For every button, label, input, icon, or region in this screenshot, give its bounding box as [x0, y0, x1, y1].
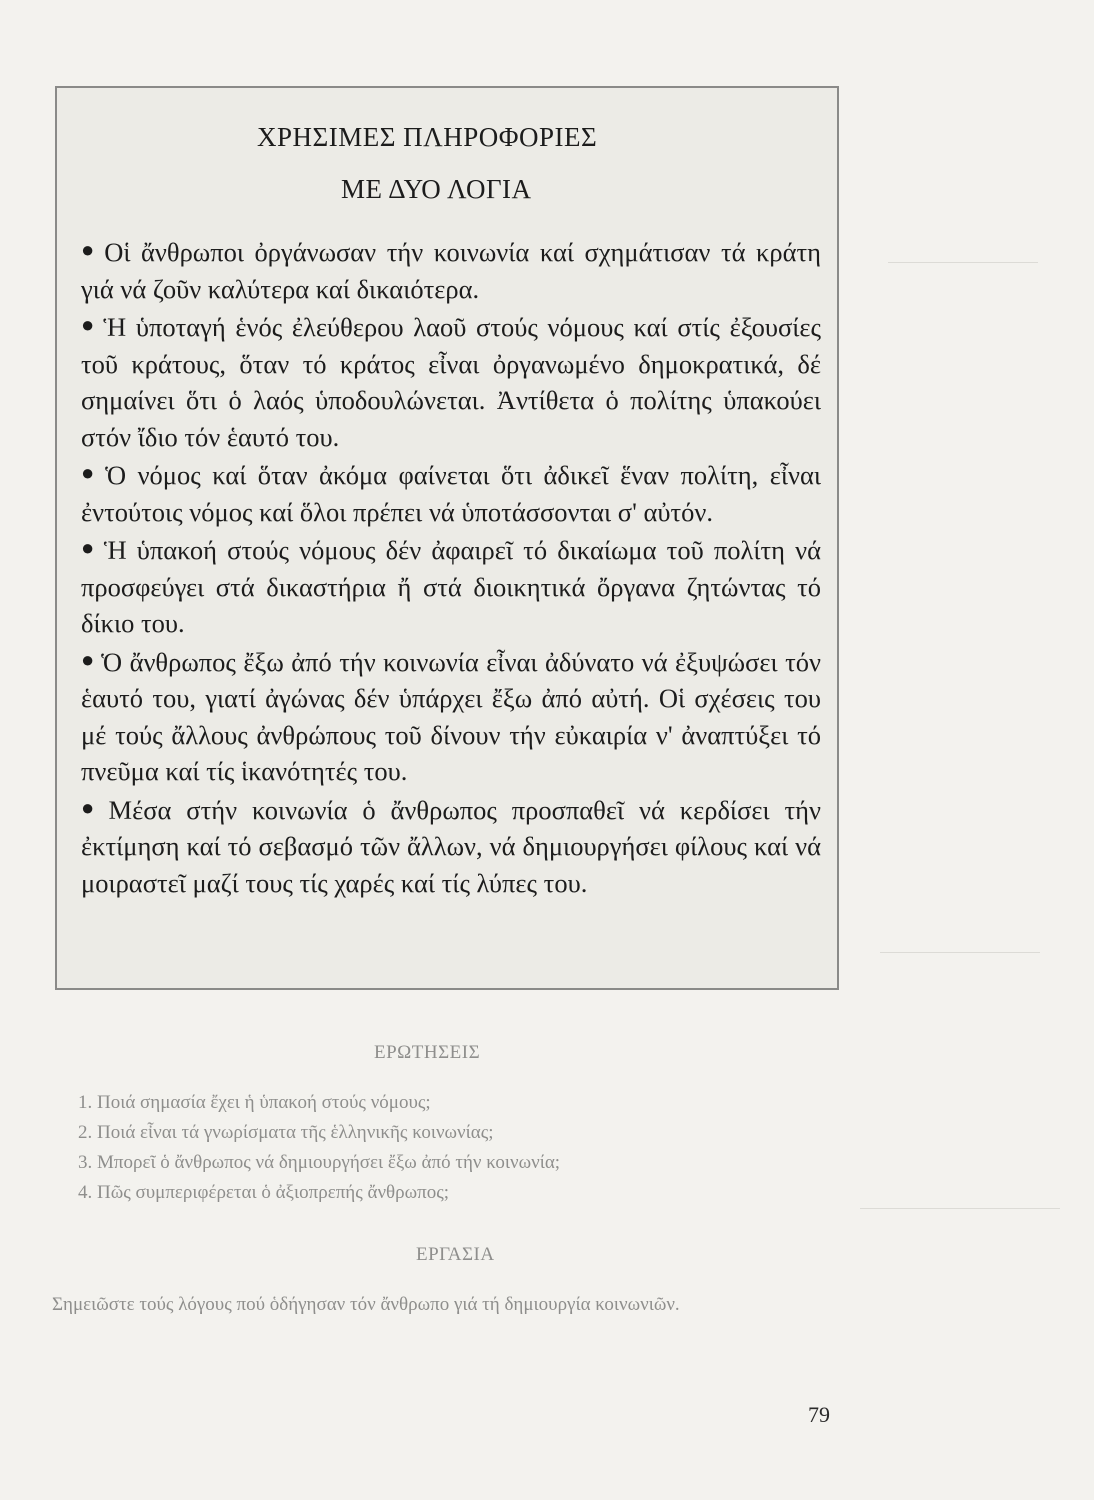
show-through-mark	[888, 262, 1038, 343]
summary-list	[81, 232, 821, 901]
summary-item: ● Ὁ ἄνθρωπος ἔξω ἀπό τήν κοινωνία εἶναι ἀδύνατο νά ἐξυψώσει τόν ἑαυτό του, γιατί ἀγώνας δέν ὑπάρχει ἔξω ἀπό αὐτή. Οἱ σχέσεις του μέ τούς ἄλλους ἀνθρώπους τοῦ δίνουν τήν εὐκαιρία ν' ἀναπτύξει τό πνεῦμα καί τίς ἱκανότητές του.	[81, 646, 821, 786]
assignment-text: Σημειῶστε τούς λόγους πού ὁδήγησαν τόν ἄνθρωπο γιά τή δημιουργία κοινωνιῶν.	[52, 1294, 680, 1315]
summary-item: ● Οἱ ἄνθρωποι ὀργάνωσαν τήν κοινωνία καί σχημάτισαν τά κράτη γιά νά ζοῦν καλύτερα καί δικαιότερα.	[81, 237, 821, 304]
bullet-icon: ●	[81, 460, 100, 485]
bullet-icon: ●	[81, 646, 96, 672]
summary-item: ● Ἡ ὑποταγή ἑνός ἐλεύθερου λαοῦ στούς νόμους καί στίς ἐξουσίες τοῦ κράτους, ὅταν τό κράτος εἶναι ὀργανωμένο δημοκρατικά, δέ σημαίνει ὅτι ὁ λαός ὑποδουλώνεται. Ἀντίθετα ὁ πολίτης ὑπακούει στόν ἴδιο τόν ἑαυτό του.	[81, 312, 821, 452]
box-title: ΧΡΗΣΙΜΕΣ ΠΛΗΡΟΦΟΡΙΕΣ	[257, 122, 598, 152]
page-number: 79	[808, 1402, 830, 1427]
question-item: 3. Μπορεῖ ὁ ἄνθρωπος νά δημιουργήσει ἔξω ἀπό τήν κοινωνία;	[78, 1152, 561, 1173]
questions-list	[78, 1088, 818, 1208]
summary-item: ● Μέσα στήν κοινωνία ὁ ἄνθρωπος προσπαθεῖ νά κερδίσει τήν ἐκτίμηση καί τό σεβασμό τῶν ἄλλων, νά δημιουργήσει φίλους καί νά μοιραστεῖ μαζί τους τίς χαρές καί τίς λύπες του.	[81, 794, 821, 898]
bullet-icon: ●	[81, 794, 103, 820]
useful-information-box	[55, 86, 839, 990]
show-through-mark	[860, 1208, 1060, 1229]
bullet-icon: ●	[81, 535, 98, 560]
assignment-heading: ΕΡΓΑΣΙΑ	[416, 1244, 495, 1265]
questions-heading: ΕΡΩΤΗΣΕΙΣ	[374, 1042, 481, 1063]
question-item: 1. Ποιά σημασία ἔχει ἡ ὑπακοή στούς νόμους;	[78, 1092, 431, 1113]
question-item: 2. Ποιά εἶναι τά γνωρίσματα τῆς ἑλληνικῆς κοινωνίας;	[78, 1122, 494, 1143]
summary-item: ● Ὁ νόμος καί ὅταν ἀκόμα φαίνεται ὅτι ἀδικεῖ ἕναν πολίτη, εἶναι ἐντούτοις νόμος καί ὅλοι πρέπει νά ὑποτάσσονται σ' αὐτόν.	[81, 460, 822, 527]
bullet-icon: ●	[81, 237, 99, 262]
bullet-icon: ●	[81, 312, 98, 337]
summary-item: ● Ἡ ὑπακοή στούς νόμους δέν ἀφαιρεῖ τό δικαίωμα τοῦ πολίτη νά προσφεύγει στά δικαστήρια ἤ στά διοικητικά ὄργανα ζητώντας τό δίκιο του.	[81, 535, 821, 638]
box-subtitle: ΜΕ ΔΥΟ ΛΟΓΙΑ	[341, 174, 532, 204]
question-item: 4. Πῶς συμπεριφέρεται ὁ ἀξιοπρεπής ἄνθρωπος;	[78, 1182, 450, 1203]
show-through-mark	[880, 952, 1040, 1023]
